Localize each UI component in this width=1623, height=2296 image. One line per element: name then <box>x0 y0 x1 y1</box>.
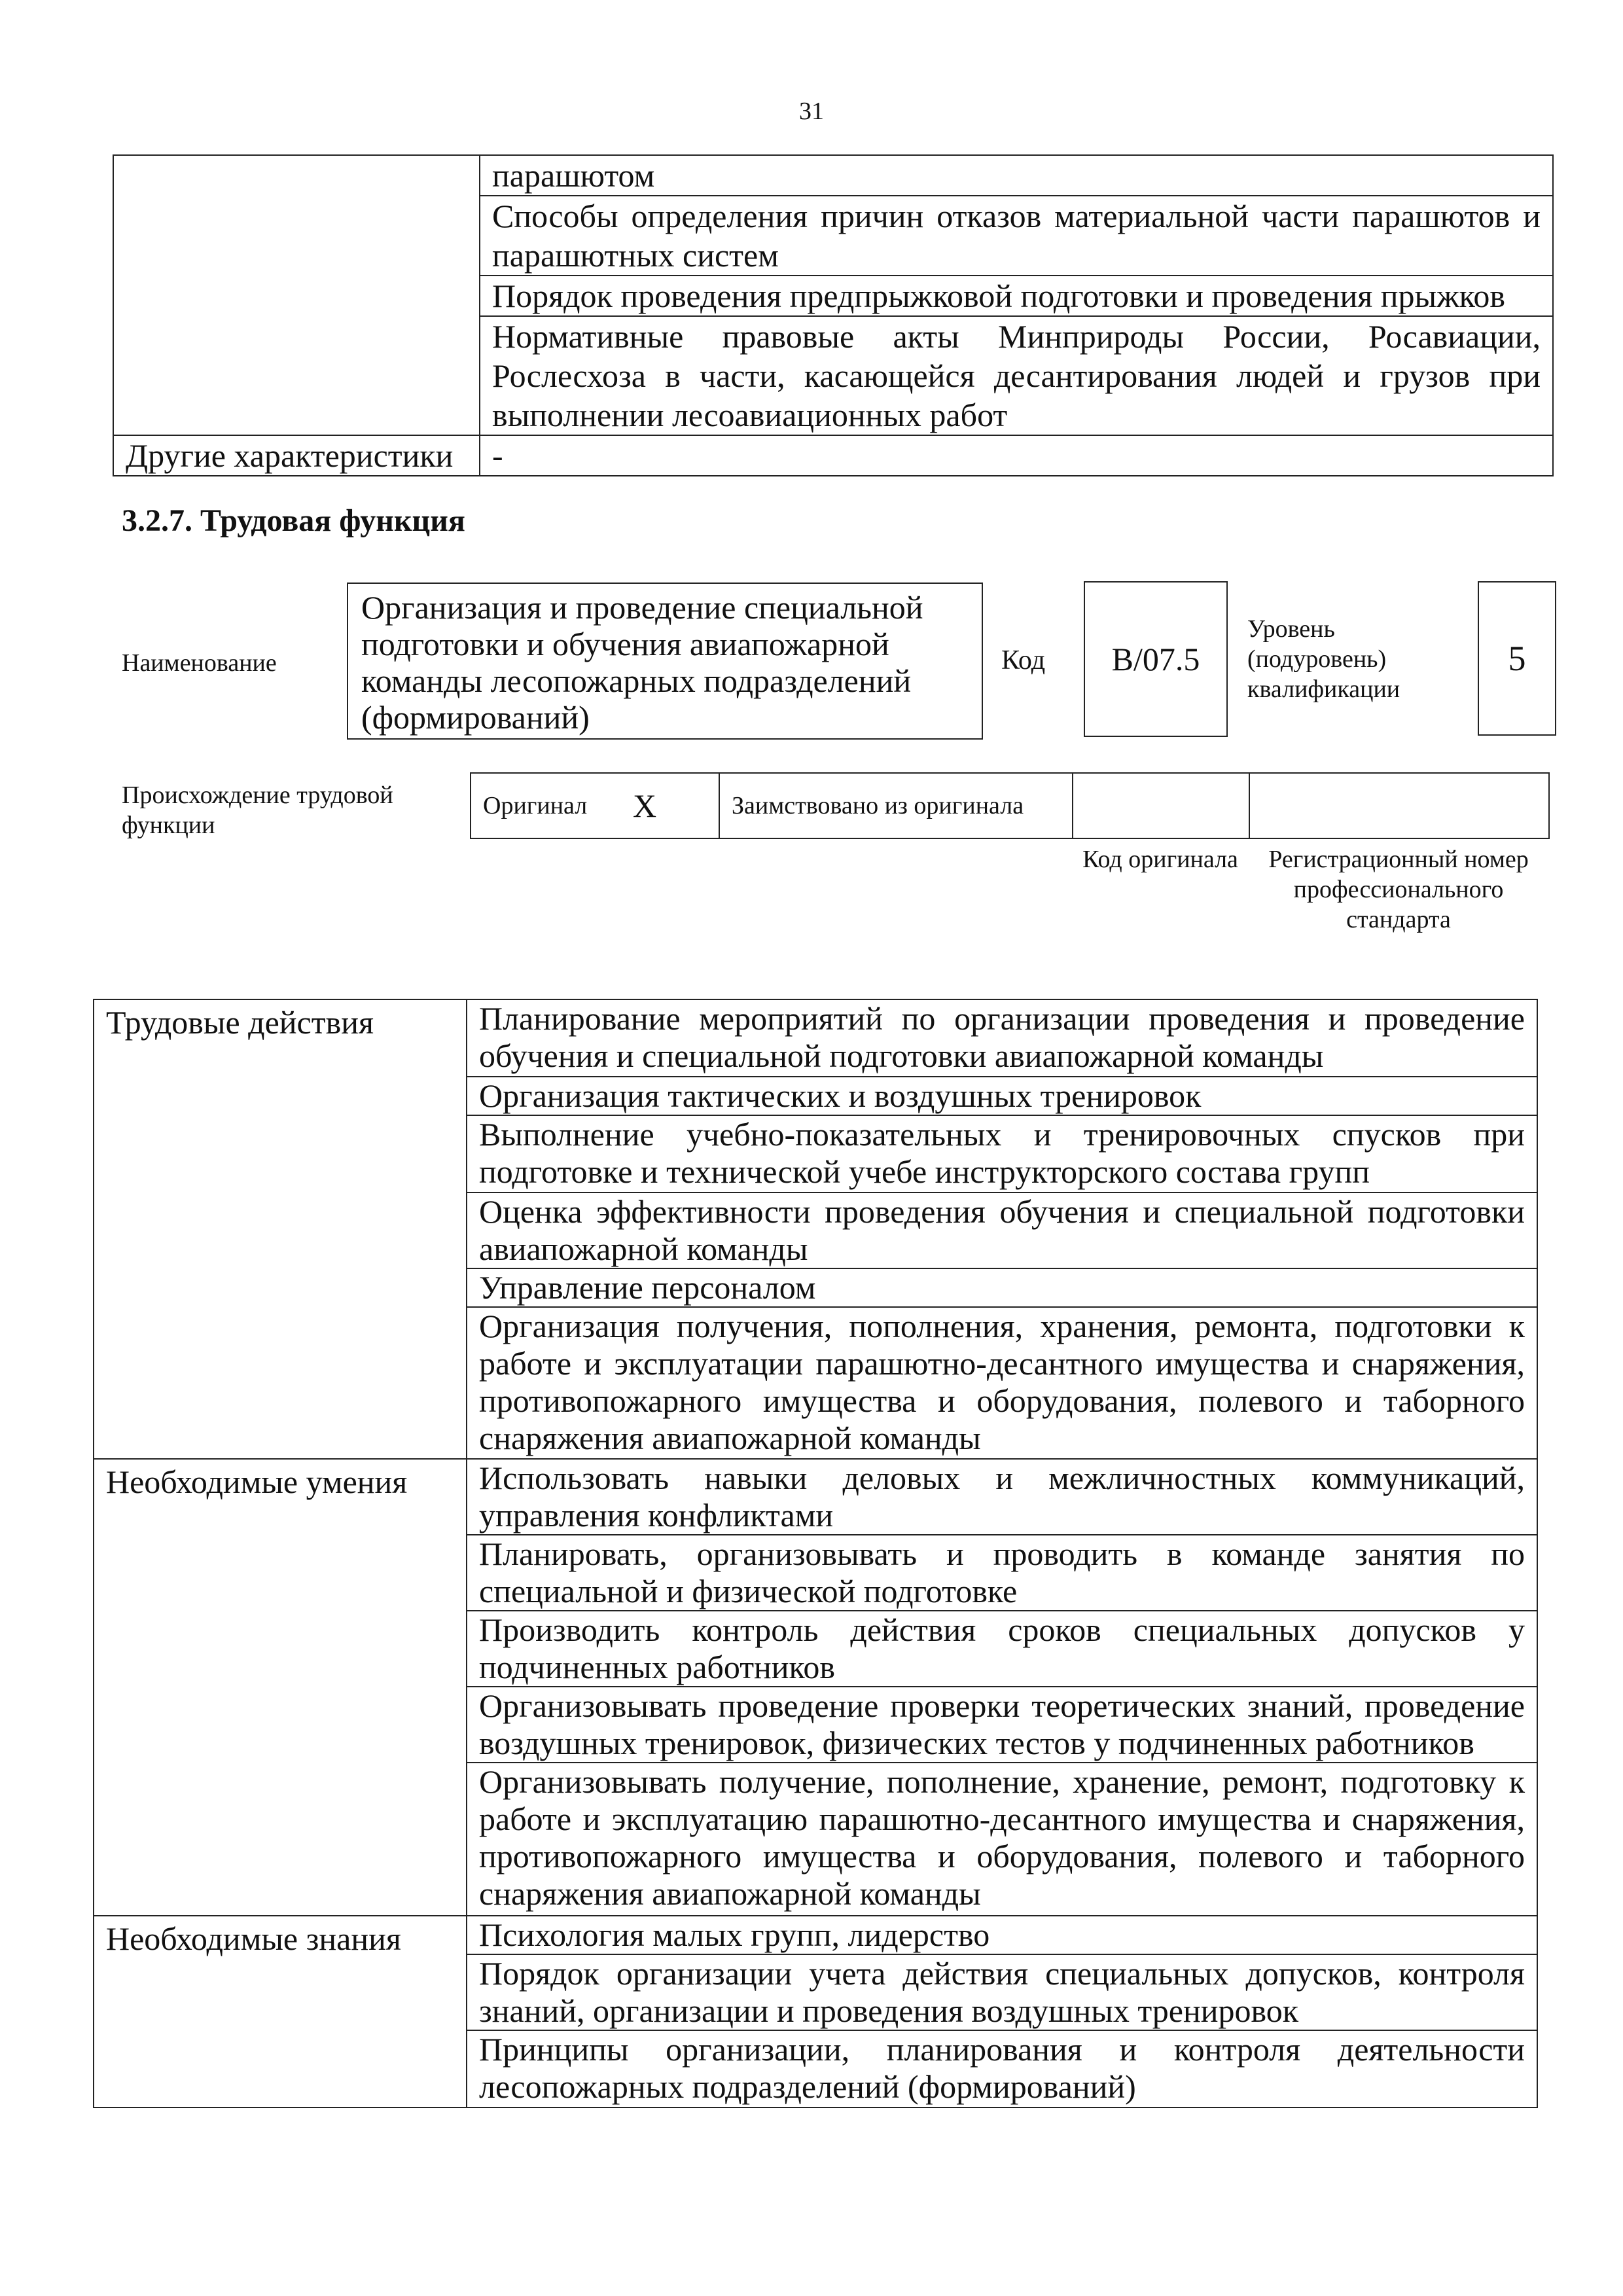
other-characteristics-label: Другие характеристики <box>113 435 480 476</box>
table-row <box>471 773 1549 838</box>
other-characteristics-value: - <box>480 435 1553 476</box>
function-name: Организация и проведение специальной подготовки и обучения авиапожарной команды лесопожарных подразделений (формирований) <box>347 583 983 740</box>
table-row <box>113 155 1553 196</box>
continuation-table <box>113 154 1554 476</box>
registration-number-cell <box>1249 773 1549 838</box>
knowledge-item: Порядок организации учета действия специальных допусков, контроля знаний, организации и проведения воздушных тренировок <box>467 1954 1537 2030</box>
skill-item: Использовать навыки деловых и межличностных коммуникаций, управления конфликтами <box>467 1459 1537 1535</box>
registration-number-caption: Регистрационный номер профессионального стандарта <box>1268 846 1529 933</box>
level-label: Уровень (подуровень) квалификации <box>1247 615 1400 703</box>
skill-item: Организовывать проведение проверки теоретических знаний, проведение воздушных тренировок, физических тестов у подчиненных работников <box>467 1687 1537 1763</box>
borrowed-label: Заимствовано из оригинала <box>719 773 1073 838</box>
code-value: В/07.5 <box>1084 581 1228 737</box>
action-item: Выполнение учебно-показательных и тренировочных спусков при подготовке и технической учебе инструкторского состава групп <box>467 1115 1537 1193</box>
section-heading: 3.2.7. Трудовая функция <box>122 503 465 538</box>
skill-item: Организовывать получение, пополнение, хранение, ремонт, подготовку к работе и эксплуатацию парашютно-десантного имущества и снаряжения, противопожарного имущества и оборудования, полевого и таборного снаряжения авиапожарной команды <box>467 1763 1537 1916</box>
skill-item: Планировать, организовывать и проводить в команде занятия по специальной и физической подготовке <box>467 1535 1537 1611</box>
original-code-cell <box>1073 773 1249 838</box>
action-item: Организация получения, пополнения, хранения, ремонта, подготовки к работе и эксплуатации парашютно-десантного имущества и снаряжения, противопожарного имущества и оборудования, полевого и таборного снаряжения авиапожарной команды <box>467 1307 1537 1459</box>
knowledge-item: Принципы организации, планирования и контроля деятельности лесопожарных подразделений (формирований) <box>467 2030 1537 2108</box>
knowledge-label: Необходимые знания <box>94 1916 467 2108</box>
skill-item: Производить контроль действия сроков специальных допусков у подчиненных работников <box>467 1611 1537 1687</box>
skills-label: Необходимые умения <box>94 1459 467 1916</box>
labor-function-table <box>93 999 1538 2108</box>
action-item: Планирование мероприятий по организации проведения и проведение обучения и специальной подготовки авиапожарной команды <box>467 999 1537 1077</box>
level-value: 5 <box>1478 581 1556 736</box>
original-mark: X <box>621 773 719 838</box>
origin-label: Происхождение трудовой функции <box>122 781 393 839</box>
name-label: Наименование <box>122 649 277 677</box>
original-code-caption: Код оригинала <box>1082 846 1238 873</box>
table-row <box>113 435 1553 476</box>
table-cell: парашютом <box>480 155 1553 196</box>
actions-label: Трудовые действия <box>94 999 467 1459</box>
table-cell: Порядок проведения предпрыжковой подготовки и проведения прыжков <box>480 276 1553 316</box>
empty-label-cell <box>113 155 480 435</box>
table-row <box>94 999 1537 1077</box>
table-cell: Способы определения причин отказов материальной части парашютов и парашютных систем <box>480 196 1553 276</box>
action-item: Управление персоналом <box>467 1268 1537 1307</box>
table-cell: Нормативные правовые акты Минприроды России, Росавиации, Рослесхоза в части, касающейся десантирования людей и грузов при выполнении лесоавиационных работ <box>480 316 1553 435</box>
origin-table <box>470 772 1550 839</box>
original-label: Оригинал <box>471 773 621 838</box>
action-item: Оценка эффективности проведения обучения и специальной подготовки авиапожарной команды <box>467 1193 1537 1268</box>
table-row <box>94 1916 1537 1954</box>
knowledge-item: Психология малых групп, лидерство <box>467 1916 1537 1954</box>
code-label: Код <box>1001 645 1046 675</box>
action-item: Организация тактических и воздушных тренировок <box>467 1077 1537 1115</box>
page-number: 31 <box>799 98 824 125</box>
table-row <box>94 1459 1537 1535</box>
